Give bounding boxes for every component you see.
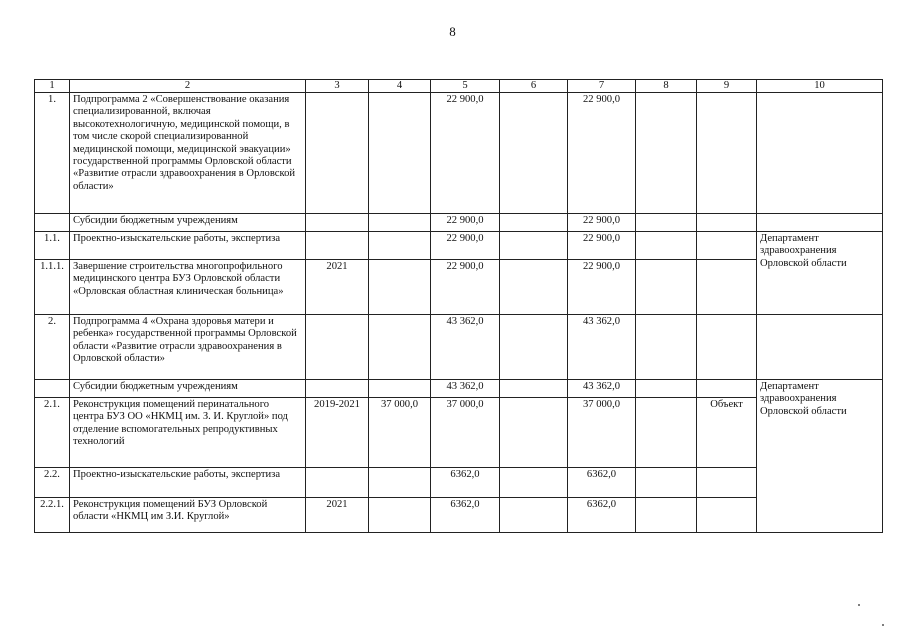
scan-speck bbox=[858, 604, 860, 606]
table-row bbox=[35, 380, 883, 398]
row-name: Подпрограмма 4 «Охрана здоровья матери и ребенка» государственной программы Орловской области «Развитие отрасли здравоохранения в Орловской области» bbox=[70, 315, 306, 380]
row-period bbox=[306, 380, 369, 398]
table-row bbox=[35, 93, 883, 214]
row-col6 bbox=[500, 315, 568, 380]
row-col5: 37 000,0 bbox=[431, 398, 500, 468]
row-col4 bbox=[369, 260, 431, 315]
table-row bbox=[35, 260, 883, 315]
row-col5: 43 362,0 bbox=[431, 315, 500, 380]
column-header: 8 bbox=[636, 80, 697, 93]
row-name: Завершение строительства многопрофильного медицинского центра БУЗ Орловской области «Орловская областная клиническая больница» bbox=[70, 260, 306, 315]
row-col7: 22 900,0 bbox=[568, 232, 636, 260]
table-row bbox=[35, 468, 883, 498]
row-col9 bbox=[697, 214, 757, 232]
row-col5: 22 900,0 bbox=[431, 260, 500, 315]
row-col7: 43 362,0 bbox=[568, 380, 636, 398]
row-col4 bbox=[369, 380, 431, 398]
row-col9: Объект bbox=[697, 398, 757, 468]
table-row bbox=[35, 214, 883, 232]
row-col5: 6362,0 bbox=[431, 468, 500, 498]
row-col9 bbox=[697, 260, 757, 315]
column-header: 4 bbox=[369, 80, 431, 93]
column-header: 7 bbox=[568, 80, 636, 93]
row-col6 bbox=[500, 498, 568, 533]
column-header: 1 bbox=[35, 80, 70, 93]
row-col9 bbox=[697, 232, 757, 260]
row-number: 1.1. bbox=[35, 232, 70, 260]
row-department bbox=[757, 214, 883, 232]
row-col5: 43 362,0 bbox=[431, 380, 500, 398]
row-name: Субсидии бюджетным учреждениям bbox=[70, 214, 306, 232]
row-department bbox=[757, 315, 883, 380]
table-row bbox=[35, 498, 883, 533]
row-col4: 37 000,0 bbox=[369, 398, 431, 468]
column-header: 9 bbox=[697, 80, 757, 93]
row-col5: 22 900,0 bbox=[431, 232, 500, 260]
column-header: 2 bbox=[70, 80, 306, 93]
row-name: Реконструкция помещений перинатального центра БУЗ ОО «НКМЦ им. З. И. Круглой» под отделение вспомогательных репродуктивных технологий bbox=[70, 398, 306, 468]
row-col6 bbox=[500, 398, 568, 468]
row-period bbox=[306, 214, 369, 232]
column-header: 6 bbox=[500, 80, 568, 93]
row-col5: 6362,0 bbox=[431, 498, 500, 533]
row-col9 bbox=[697, 93, 757, 214]
row-col7: 43 362,0 bbox=[568, 315, 636, 380]
row-col9 bbox=[697, 468, 757, 498]
row-col8 bbox=[636, 260, 697, 315]
row-col6 bbox=[500, 380, 568, 398]
row-col9 bbox=[697, 315, 757, 380]
table-row bbox=[35, 315, 883, 380]
row-col4 bbox=[369, 468, 431, 498]
row-col8 bbox=[636, 315, 697, 380]
row-col6 bbox=[500, 260, 568, 315]
row-name: Подпрограмма 2 «Совершенствование оказания специализированной, включая высокотехнологичную, медицинской помощи, в том числе скорой специализированной медицинской помощи, медицинской эвакуации» государственной программы Орловской области «Развитие отрасли здравоохранения в Орловской области» bbox=[70, 93, 306, 214]
column-header: 10 bbox=[757, 80, 883, 93]
row-number: 1.1.1. bbox=[35, 260, 70, 315]
row-col4 bbox=[369, 315, 431, 380]
row-period: 2021 bbox=[306, 498, 369, 533]
row-period bbox=[306, 315, 369, 380]
page-number: 8 bbox=[449, 24, 456, 39]
row-col5: 22 900,0 bbox=[431, 93, 500, 214]
row-name: Проектно-изыскательские работы, экспертиза bbox=[70, 232, 306, 260]
column-number-row bbox=[35, 80, 883, 93]
row-col8 bbox=[636, 498, 697, 533]
row-col4 bbox=[369, 93, 431, 214]
row-col9 bbox=[697, 380, 757, 398]
row-number: 1. bbox=[35, 93, 70, 214]
column-header: 5 bbox=[431, 80, 500, 93]
row-col9 bbox=[697, 498, 757, 533]
row-col8 bbox=[636, 232, 697, 260]
row-col7: 37 000,0 bbox=[568, 398, 636, 468]
column-header: 3 bbox=[306, 80, 369, 93]
row-col6 bbox=[500, 468, 568, 498]
table-row bbox=[35, 232, 883, 260]
row-col8 bbox=[636, 380, 697, 398]
row-col7: 22 900,0 bbox=[568, 260, 636, 315]
row-number: 2. bbox=[35, 315, 70, 380]
row-col8 bbox=[636, 398, 697, 468]
row-name: Проектно-изыскательские работы, экспертиза bbox=[70, 468, 306, 498]
row-department: Департамент здравоохранения Орловской области bbox=[757, 380, 883, 533]
row-period bbox=[306, 232, 369, 260]
row-number bbox=[35, 380, 70, 398]
row-col6 bbox=[500, 214, 568, 232]
row-col7: 6362,0 bbox=[568, 468, 636, 498]
row-number: 2.1. bbox=[35, 398, 70, 468]
row-col8 bbox=[636, 468, 697, 498]
row-col8 bbox=[636, 93, 697, 214]
row-number: 2.2. bbox=[35, 468, 70, 498]
row-col5: 22 900,0 bbox=[431, 214, 500, 232]
row-period: 2019-2021 bbox=[306, 398, 369, 468]
table-row bbox=[35, 398, 883, 468]
row-col6 bbox=[500, 232, 568, 260]
row-col4 bbox=[369, 498, 431, 533]
row-name: Субсидии бюджетным учреждениям bbox=[70, 380, 306, 398]
row-department: Департамент здравоохранения Орловской области bbox=[757, 232, 883, 315]
row-col7: 22 900,0 bbox=[568, 93, 636, 214]
row-number bbox=[35, 214, 70, 232]
row-col7: 22 900,0 bbox=[568, 214, 636, 232]
scan-speck bbox=[882, 624, 884, 626]
row-col4 bbox=[369, 214, 431, 232]
row-period: 2021 bbox=[306, 260, 369, 315]
row-period bbox=[306, 93, 369, 214]
row-number: 2.2.1. bbox=[35, 498, 70, 533]
row-col8 bbox=[636, 214, 697, 232]
row-department bbox=[757, 93, 883, 214]
row-col7: 6362,0 bbox=[568, 498, 636, 533]
row-name: Реконструкция помещений БУЗ Орловской области «НКМЦ им З.И. Круглой» bbox=[70, 498, 306, 533]
row-period bbox=[306, 468, 369, 498]
program-table bbox=[34, 79, 883, 533]
row-col4 bbox=[369, 232, 431, 260]
row-col6 bbox=[500, 93, 568, 214]
